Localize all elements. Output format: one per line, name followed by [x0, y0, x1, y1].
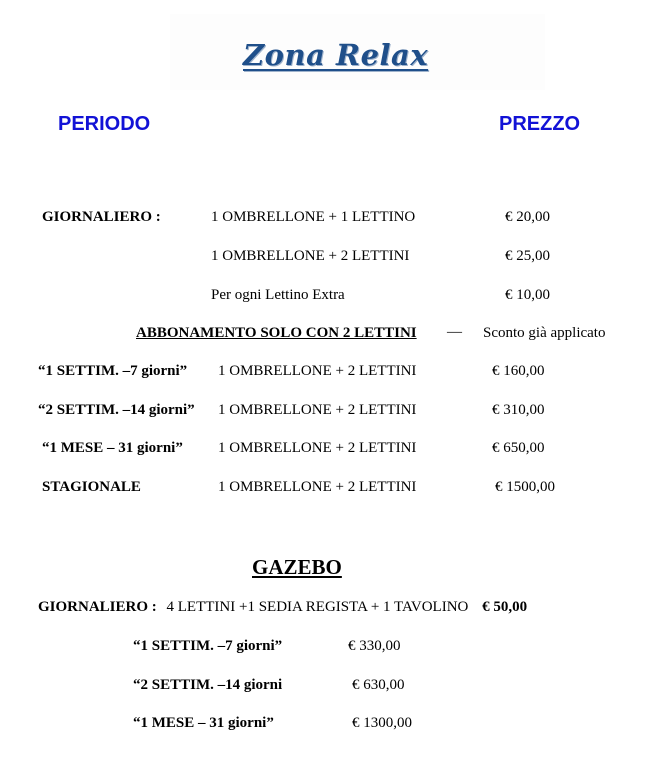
- gazebo-daily-row: [38, 599, 527, 616]
- sub-period-4: STAGIONALE: [42, 479, 141, 495]
- gazebo-price-3: € 1300,00: [352, 715, 412, 731]
- abbonamento-dash: —: [447, 324, 462, 340]
- gazebo-period-3: “1 MESE – 31 giorni”: [133, 715, 274, 731]
- gazebo-daily-price: € 50,00: [482, 599, 528, 615]
- gazebo-period-2: “2 SETTIM. –14 giorni: [133, 677, 283, 693]
- abbonamento-label: ABBONAMENTO SOLO CON 2 LETTINI: [136, 325, 417, 341]
- sub-item-3: 1 OMBRELLONE + 2 LETTINI: [218, 440, 417, 456]
- gazebo-title: GAZEBO: [252, 555, 342, 579]
- giornaliero-item-2: 1 OMBRELLONE + 2 LETTINI: [211, 248, 410, 264]
- giornaliero-item-1: 1 OMBRELLONE + 1 LETTINO: [211, 209, 416, 225]
- page-title: Zona Relax: [243, 38, 429, 72]
- header-prezzo: PREZZO: [499, 113, 581, 135]
- header-periodo: PERIODO: [58, 113, 151, 135]
- gazebo-daily-label: GIORNALIERO :: [38, 599, 157, 615]
- sub-price-4: € 1500,00: [495, 479, 555, 495]
- sub-item-1: 1 OMBRELLONE + 2 LETTINI: [218, 363, 417, 379]
- giornaliero-item-3: Per ogni Lettino Extra: [211, 287, 345, 303]
- gazebo-price-1: € 330,00: [348, 638, 401, 654]
- giornaliero-label: GIORNALIERO :: [42, 209, 161, 225]
- abbonamento-note: Sconto già applicato: [483, 325, 606, 341]
- sub-period-1: “1 SETTIM. –7 giorni”: [38, 363, 188, 379]
- gazebo-period-1: “1 SETTIM. –7 giorni”: [133, 638, 283, 654]
- sub-period-3: “1 MESE – 31 giorni”: [42, 440, 183, 456]
- sub-price-1: € 160,00: [492, 363, 545, 379]
- sub-item-4: 1 OMBRELLONE + 2 LETTINI: [218, 479, 417, 495]
- sub-price-2: € 310,00: [492, 402, 545, 418]
- sub-item-2: 1 OMBRELLONE + 2 LETTINI: [218, 402, 417, 418]
- sub-period-2: “2 SETTIM. –14 giorni”: [38, 402, 195, 418]
- giornaliero-price-3: € 10,00: [505, 287, 550, 303]
- giornaliero-price-1: € 20,00: [505, 209, 550, 225]
- gazebo-price-2: € 630,00: [352, 677, 405, 693]
- sub-price-3: € 650,00: [492, 440, 545, 456]
- giornaliero-price-2: € 25,00: [505, 248, 550, 264]
- gazebo-daily-item: 4 LETTINI +1 SEDIA REGISTA + 1 TAVOLINO: [166, 599, 469, 615]
